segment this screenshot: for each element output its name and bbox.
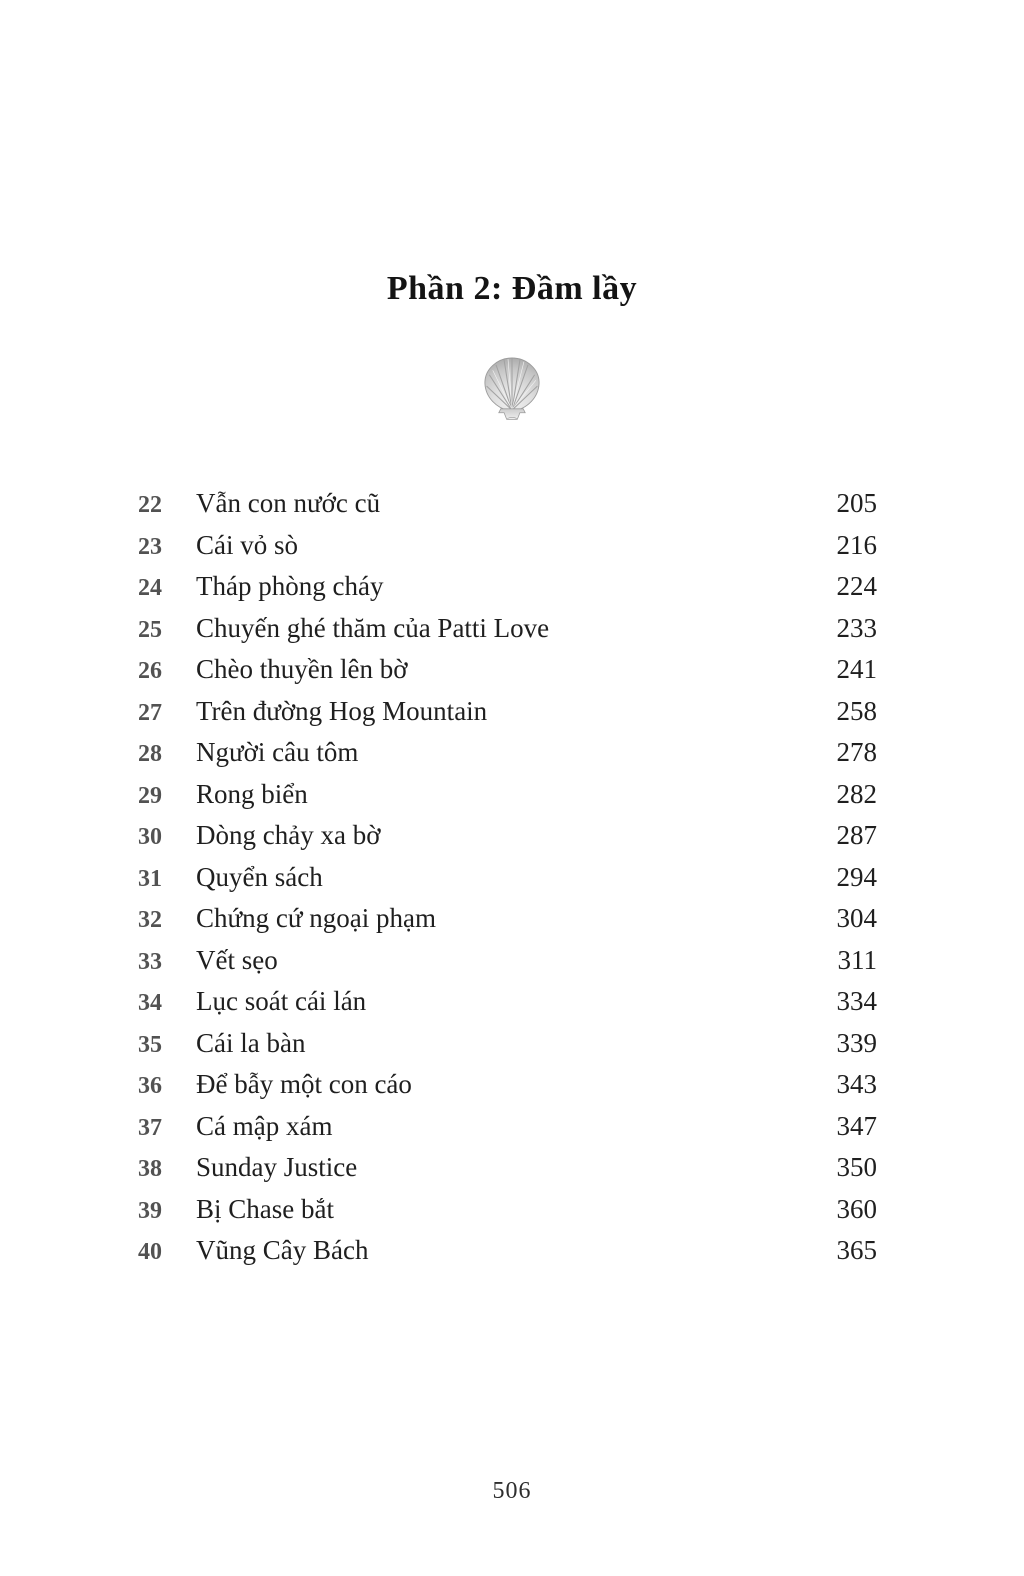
chapter-title: Chuyến ghé thăm của Patti Love (196, 612, 550, 643)
chapter-page: 241 (836, 654, 877, 684)
toc-entry (130, 1064, 877, 1106)
chapter-page: 224 (836, 571, 877, 601)
chapter-number: 40 (138, 1239, 162, 1265)
chapter-title: Vẫn con nước cũ (196, 488, 381, 518)
toc-entry (130, 1106, 877, 1148)
toc-entry (130, 857, 877, 899)
toc-entry (130, 566, 877, 608)
chapter-number: 24 (138, 575, 162, 601)
chapter-page: 339 (836, 1027, 877, 1058)
toc-entry (130, 815, 877, 857)
toc-entry (130, 1023, 877, 1065)
chapter-title: Người câu tôm (196, 737, 359, 767)
toc-entry (130, 608, 877, 650)
chapter-page: 294 (836, 861, 877, 892)
chapter-page: 334 (836, 986, 877, 1016)
chapter-title: Rong biển (196, 778, 308, 809)
chapter-title: Tháp phòng cháy (196, 571, 384, 601)
chapter-title: Dòng chảy xa bờ (196, 820, 381, 850)
chapter-title: Vết sẹo (196, 944, 278, 975)
chapter-number: 35 (138, 1031, 162, 1058)
chapter-page: 350 (836, 1152, 877, 1182)
toc-entry (130, 732, 877, 774)
chapter-number: 32 (138, 907, 162, 933)
toc-entry (130, 1147, 877, 1189)
chapter-title: Để bẫy một con cáo (196, 1069, 412, 1099)
chapter-page: 216 (836, 529, 877, 560)
chapter-page: 347 (836, 1110, 877, 1141)
chapter-number: 33 (138, 948, 162, 975)
chapter-title: Lục soát cái lán (196, 986, 367, 1016)
chapter-page: 278 (836, 737, 877, 767)
chapter-number: 38 (138, 1156, 162, 1182)
page-number-footer: 506 (492, 1478, 532, 1504)
chapter-page: 287 (836, 820, 877, 850)
toc-entry (130, 940, 877, 982)
chapter-number: 36 (138, 1073, 162, 1099)
chapter-number: 39 (138, 1197, 162, 1224)
chapter-number: 29 (138, 782, 162, 809)
chapter-title: Bị Chase bắt (196, 1193, 334, 1224)
chapter-number: 27 (138, 699, 162, 726)
toc-entry (130, 898, 877, 940)
chapter-number: 37 (138, 1114, 162, 1141)
toc-entry (130, 691, 877, 733)
chapter-title: Quyển sách (196, 861, 323, 892)
chapter-title: Trên đường Hog Mountain (196, 695, 488, 726)
chapter-page: 205 (836, 488, 877, 518)
chapter-number: 30 (138, 824, 162, 850)
chapter-title: Sunday Justice (196, 1152, 358, 1182)
chapter-number: 34 (138, 990, 162, 1016)
scallop-shell-icon (479, 352, 545, 426)
chapter-page: 233 (836, 612, 877, 643)
toc-entry (130, 1189, 877, 1231)
chapter-number: 26 (138, 658, 162, 684)
chapter-number: 31 (138, 865, 162, 892)
chapter-title: Chèo thuyền lên bờ (196, 654, 408, 684)
chapter-title: Cái la bàn (196, 1027, 306, 1058)
table-of-contents (130, 483, 877, 1272)
chapter-title: Vũng Cây Bách (196, 1235, 369, 1265)
chapter-title: Cái vỏ sò (196, 529, 299, 560)
chapter-number: 25 (138, 616, 162, 643)
chapter-page: 311 (837, 944, 877, 975)
chapter-title: Chứng cứ ngoại phạm (196, 903, 436, 933)
toc-entry (130, 981, 877, 1023)
chapter-number: 22 (138, 492, 162, 518)
toc-entry (130, 1230, 877, 1272)
chapter-number: 28 (138, 741, 162, 767)
toc-entry (130, 649, 877, 691)
chapter-number: 23 (138, 533, 162, 560)
chapter-page: 258 (836, 695, 877, 726)
chapter-page: 360 (836, 1193, 877, 1224)
chapter-page: 304 (836, 903, 877, 933)
chapter-title: Cá mập xám (196, 1110, 333, 1141)
chapter-page: 365 (836, 1235, 877, 1265)
chapter-page: 343 (836, 1069, 877, 1099)
chapter-page: 282 (836, 778, 877, 809)
toc-entry (130, 774, 877, 816)
toc-entry (130, 483, 877, 525)
part-title: Phần 2: Đầm lầy (386, 270, 638, 307)
toc-entry (130, 525, 877, 567)
